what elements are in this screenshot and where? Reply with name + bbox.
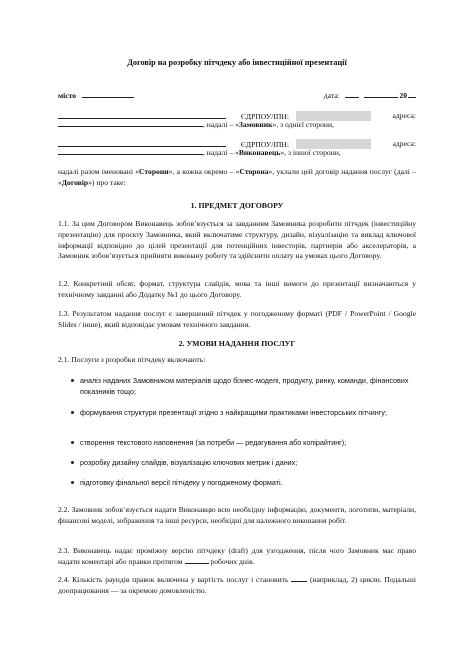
contractor-row-2 bbox=[58, 148, 416, 159]
customer-edrpou-label: ЄДРПОУ/ІПН: bbox=[240, 112, 289, 121]
intro-text-4: ») про таке: bbox=[88, 177, 126, 187]
customer-address-field[interactable] bbox=[58, 120, 203, 127]
clause-1-3: 1.3. Результатом надання послуг є завершений пітчдек у погодженому форматі (PDF / PowerPoint / Google Slides / інше), який відповідає умовам технічного завдання. bbox=[58, 309, 416, 329]
intro-contract: Договір bbox=[61, 177, 89, 187]
bullet-dot-icon bbox=[71, 441, 74, 444]
date-month-field[interactable] bbox=[364, 91, 398, 98]
customer-row-2 bbox=[58, 120, 416, 131]
contractor-suffix-2: », з іншої сторони, bbox=[280, 148, 341, 157]
clause-2-3-text: 2.3. Виконавець надає проміжну версію пітчдеку (draft) для узгодження, після чого Замовник має право надати коментарі або правки протягом bbox=[58, 546, 416, 566]
list-item: формування структури презентації згідно з найкращими практиками інвесторських пітчингу; bbox=[80, 408, 416, 419]
intro-text-2: », а кожна окремо – « bbox=[168, 167, 240, 176]
date-year: 20 bbox=[399, 91, 407, 100]
clause-2-4 bbox=[58, 575, 416, 597]
clause-2-4-suffix: (наприклад, 2) цикли. Подальші доопрацювання — за окремою домовленістю. bbox=[58, 575, 416, 595]
intro-side: Сторона bbox=[239, 167, 269, 176]
clause-2-2: 2.2. Замовник зобов’язується надати Виконавцю всю необхідну інформацію, документи, логотипи, матеріали, фінансові моделі, зображення та інші ресурси, необхідні для належного виконання робіт. bbox=[58, 505, 416, 525]
clause-2-3 bbox=[58, 546, 416, 568]
section-1-heading: 1. ПРЕДМЕТ ДОГОВОРУ bbox=[190, 201, 284, 210]
intro-sides: Сторони bbox=[139, 167, 169, 176]
list-item: розробку дизайну слайдів, візуалізацію ключових метрик і даних; bbox=[80, 458, 416, 469]
intro-text-3: », уклали цей договір надання послуг (далі – « bbox=[58, 167, 416, 187]
customer-name-field[interactable] bbox=[58, 112, 226, 119]
contractor-edrpou-label: ЄДРПОУ/ІПН: bbox=[240, 140, 289, 149]
section-2-heading: 2. УМОВИ НАДАННЯ ПОСЛУГ bbox=[178, 339, 296, 348]
city-label: місто bbox=[58, 91, 77, 100]
intro-paragraph bbox=[58, 167, 416, 189]
bullet-dot-icon bbox=[71, 411, 74, 414]
revision-days-field[interactable] bbox=[185, 557, 209, 564]
customer-suffix-1: , надалі – « bbox=[203, 120, 239, 129]
list-item: створення текстового наповнення (за потреби — редагування або копірайтинг); bbox=[80, 438, 416, 449]
document-title: Договір на розробку пітчдеку або інвестиційної презентації bbox=[127, 58, 347, 67]
customer-role: Замовник bbox=[238, 120, 273, 129]
contractor-name-field[interactable] bbox=[58, 140, 226, 147]
clause-1-2: 1.2. Конкретний обсяг, формат, структура слайдів, мова та інші вимоги до презентації визначаються у технічному завданні або Додатку №1 до цього Договору. bbox=[58, 279, 416, 299]
bullet-dot-icon bbox=[71, 461, 74, 464]
list-item: підготовку фінальної версії пітчдеку у погодженому форматі. bbox=[80, 478, 416, 489]
bullet-dot-icon bbox=[71, 379, 74, 382]
intro-text-1: надалі разом іменовані « bbox=[58, 167, 140, 176]
city-field[interactable] bbox=[82, 91, 134, 98]
clause-2-3-suffix: робочих днів. bbox=[210, 556, 255, 566]
date-year-field[interactable] bbox=[408, 91, 416, 98]
date-group bbox=[324, 91, 416, 102]
contractor-address-field[interactable] bbox=[58, 148, 203, 155]
customer-address-label: адреса: bbox=[392, 111, 416, 120]
revision-rounds-field[interactable] bbox=[291, 575, 307, 582]
date-label: дата: bbox=[323, 91, 340, 100]
contractor-suffix-1: , надалі – « bbox=[203, 148, 239, 157]
bullet-dot-icon bbox=[71, 481, 74, 484]
clause-1-1: 1.1. За цим Договором Виконавець зобов’язується за завданням Замовника розробити пітчдек (інвестиційну презентацію) для проєкту Замовника, який включатиме структуру, дизайн, візуалізацію та виклад ключової інформації відповідно до цілей презентації для потенційних інвесторів, партнерів або акселераторів, а Замовник зобов’язується прийняти виконану роботу та здійснити оплату на умовах цього Договору. bbox=[58, 219, 416, 261]
contractor-address-label: адреса: bbox=[392, 139, 416, 148]
contractor-role: Виконавець bbox=[238, 148, 281, 157]
list-item: аналіз наданих Замовником матеріалів щодо бізнес-моделі, продукту, ринку, команди, фінансових показників тощо; bbox=[80, 376, 416, 398]
city-date-row bbox=[58, 91, 416, 102]
clause-2-1: 2.1. Послуги з розробки пітчдеку включають: bbox=[58, 355, 206, 364]
clause-2-4-text: 2.4. Кількість раундів правок включена у вартість послуг і становить bbox=[58, 575, 289, 584]
customer-suffix-2: », з однієї сторони, bbox=[272, 120, 334, 129]
date-day-field[interactable] bbox=[345, 91, 359, 98]
